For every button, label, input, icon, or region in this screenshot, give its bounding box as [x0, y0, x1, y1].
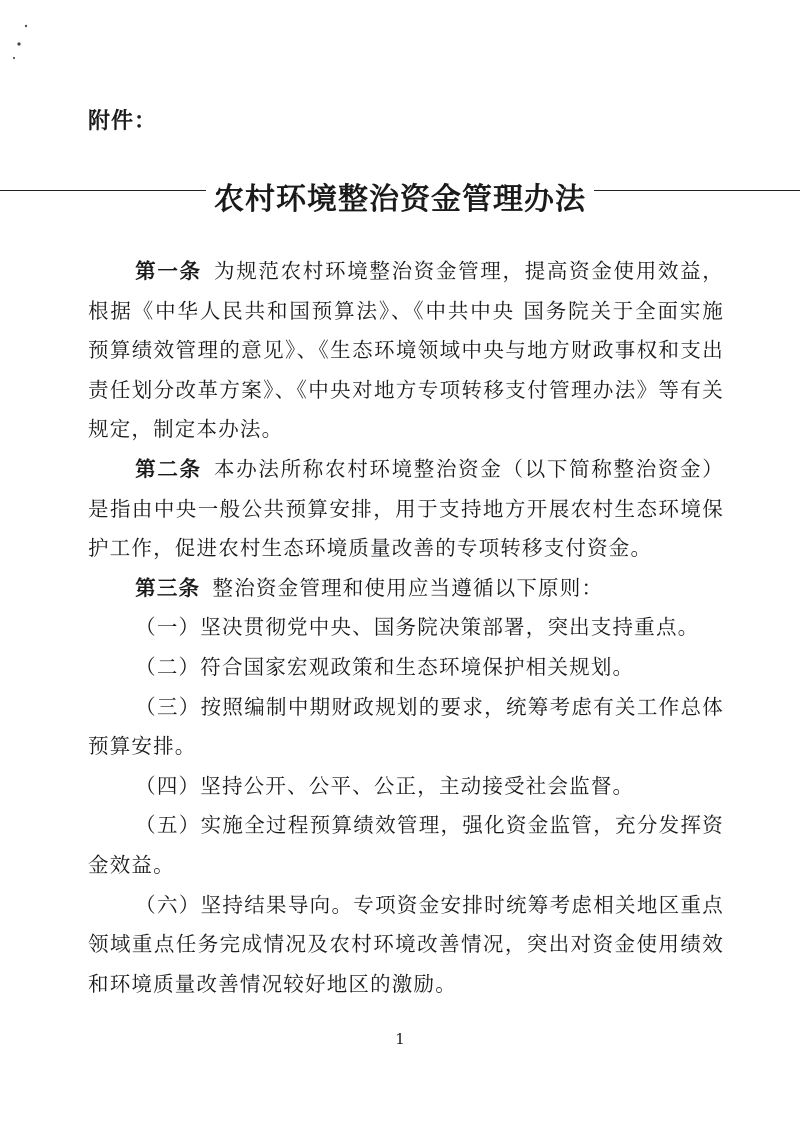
paragraph-text: 本办法所称农村环境整治资金（以下简称整治资金）是指由中央一般公共预算安排，用于支持地方开展农村生态环境保护工作，促进农村生态环境质量改善的专项转移支付资金。	[88, 456, 724, 561]
paragraph-text: （二）符合国家宏观政策和生态环境保护相关规划。	[135, 654, 635, 679]
list-item	[88, 767, 724, 807]
paragraph-text: （六）坚持结果导向。专项资金安排时统筹考虑相关地区重点领域重点任务完成情况及农村环境改善情况，突出对资金使用绩效和环境质量改善情况较好地区的激励。	[88, 892, 724, 996]
paragraph-text: 为规范农村环境整治资金管理，提高资金使用效益，根据《中华人民共和国预算法》、《中共中央 国务院关于全面实施预算绩效管理的意见》、《生态环境领域中央与地方财政事权和支出责任划分改革方案》、《中央对地方专项转移支付管理办法》等有关规定，制定本办法。	[88, 259, 724, 442]
list-item	[88, 886, 724, 1005]
scan-speck-marks	[8, 22, 38, 62]
page-number: 1	[395, 1030, 405, 1048]
paragraph-text: （四）坚持公开、公平、公正，主动接受社会监督。	[135, 773, 635, 798]
paragraph	[88, 252, 724, 450]
article-number: 第二条	[135, 456, 202, 481]
article-number: 第三条	[135, 575, 201, 600]
list-item	[88, 648, 724, 688]
paragraph	[88, 450, 724, 569]
paragraph-text: （五）实施全过程预算绩效管理，强化资金监管，充分发挥资金效益。	[88, 813, 724, 877]
document-title	[0, 174, 800, 218]
attachment-label: 附件：	[88, 109, 158, 134]
paragraph	[88, 569, 724, 609]
paragraph-text: 整治资金管理和使用应当遵循以下原则：	[212, 575, 604, 600]
list-item	[88, 688, 724, 767]
list-item	[88, 608, 724, 648]
paragraph-text: （三）按照编制中期财政规划的要求，统筹考虑有关工作总体预算安排。	[88, 694, 724, 759]
list-item	[88, 806, 724, 885]
document-title-text: 农村环境整治资金管理办法	[206, 182, 594, 217]
document-body	[88, 252, 724, 1004]
article-number: 第一条	[135, 259, 202, 283]
paragraph-text: （一）坚决贯彻党中央、国务院决策部署，突出支持重点。	[135, 615, 700, 640]
